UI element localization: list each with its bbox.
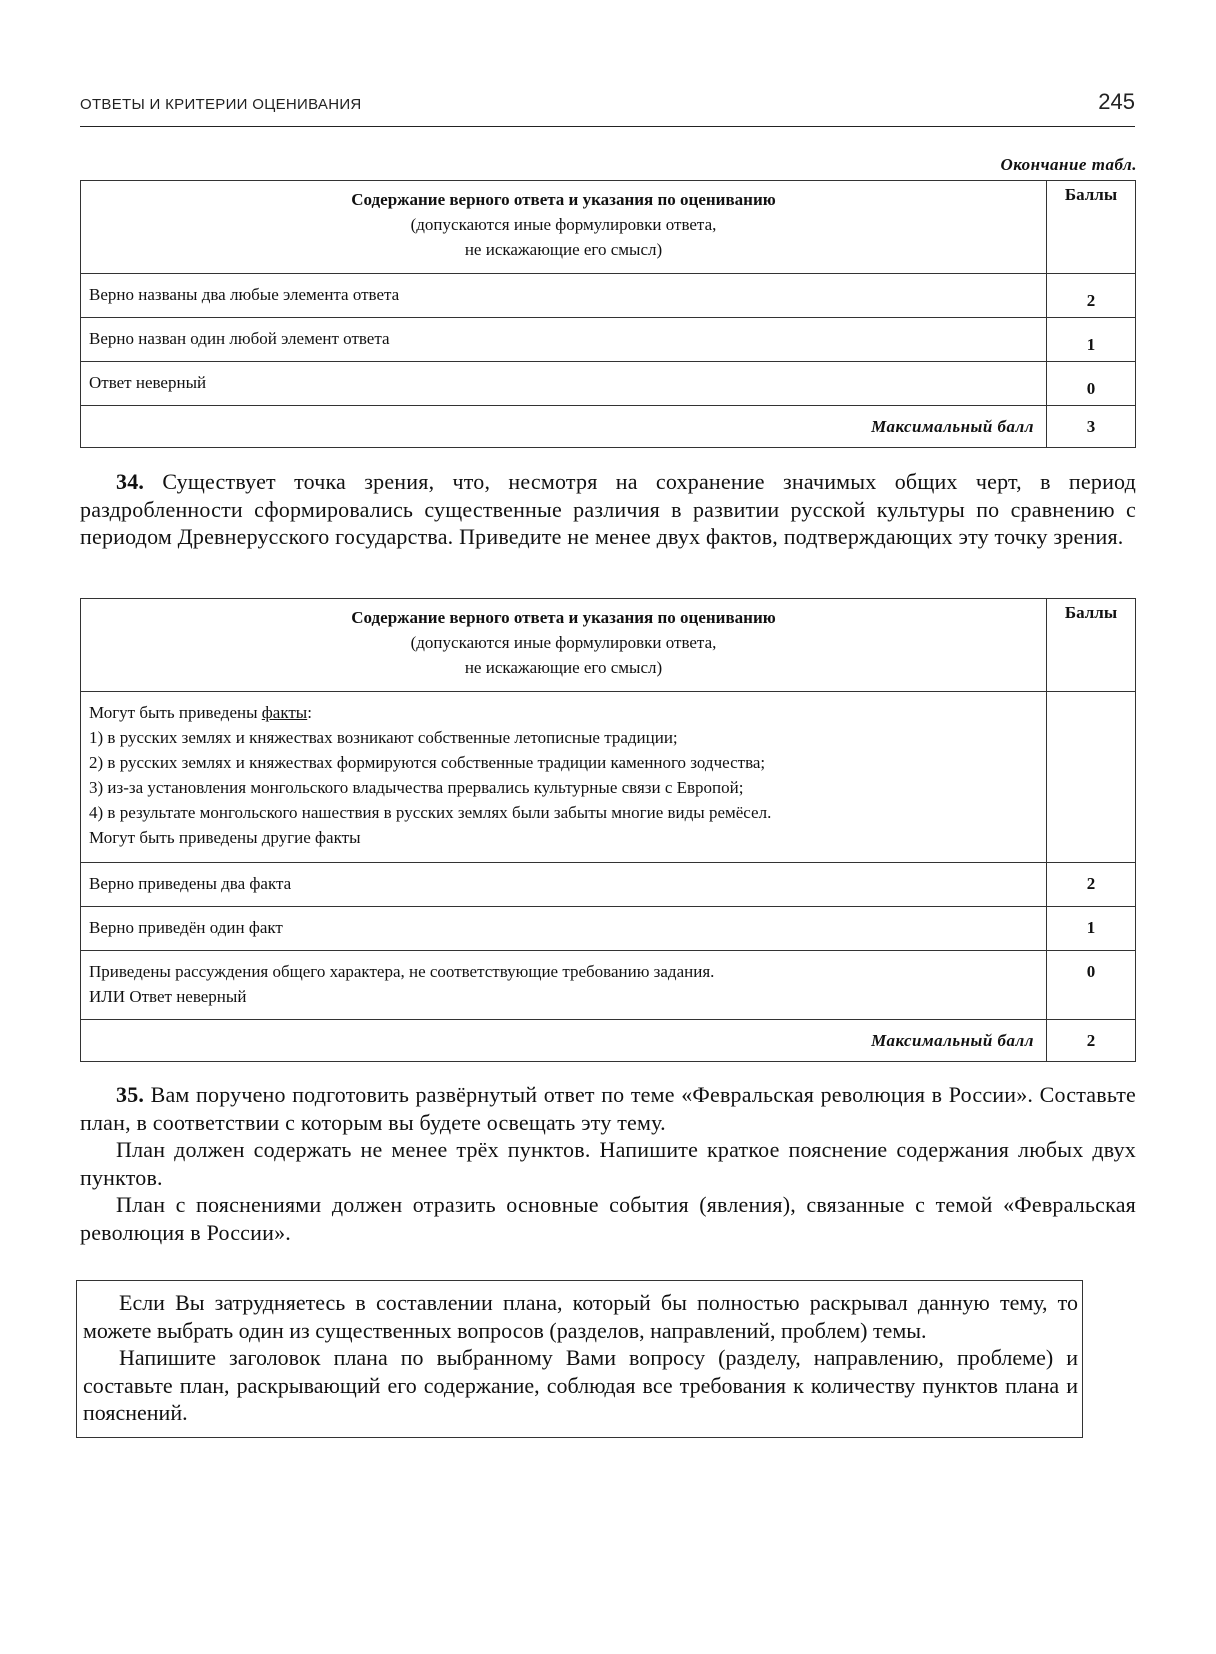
table-row [81,274,1136,318]
grading-table-1 [80,180,1136,448]
header-line: Содержание верного ответа и указания по оцениванию [351,190,776,209]
table-row [81,951,1136,1020]
facts-outro: Могут быть приведены другие факты [89,828,361,847]
header-line: Содержание верного ответа и указания по оцениванию [351,608,776,627]
table-header-row [81,181,1136,274]
task-35-paragraph: План должен содержать не менее трёх пунктов. Напишите краткое пояснение содержания любых двух пунктов. [80,1137,1136,1190]
criterion-score-empty [1047,692,1136,863]
table-row [81,692,1136,863]
criterion-text: Ответ неверный [81,362,1047,406]
page-number: 245 [1098,89,1135,114]
task-35-text: Вам поручено подготовить развёрнутый ответ по теме «Февральская революция в России». Составьте план, в соответствии с которым вы будете освещать эту тему. [80,1082,1137,1135]
header-line: не искажающие его смысл) [464,240,663,259]
task-35-paragraph [80,1081,1136,1136]
task-number: 34. [116,469,145,494]
content-column-header [81,181,1047,274]
task-34-text: Существует точка зрения, что, несмотря на сохранение значимых общих черт, в период раздробленности сформировались существенные различия в развитии русской культуры по сравнению с периодом Древнерусского государства. Приведите не менее двух фактов, подтверждающих эту точку зрения. [80,469,1136,549]
header-line: не искажающие его смысл) [464,658,663,677]
hint-box [76,1280,1083,1438]
table-header-row [81,599,1136,692]
max-score-label: Максимальный балл [81,406,1047,448]
task-number: 35. [116,1082,145,1107]
max-score-value: 3 [1047,406,1136,448]
points-column-header: Баллы [1047,599,1136,692]
criterion-text-line: ИЛИ Ответ неверный [89,987,247,1006]
table-row [81,318,1136,362]
task-35 [80,1081,1136,1246]
criterion-text: Верно приведены два факта [81,863,1047,907]
header-line: (допускаются иные формулировки ответа, [410,633,717,652]
criterion-score: 1 [1047,318,1136,362]
max-score-row [81,406,1136,448]
fact-item: 3) из-за установления монгольского владычества прервались культурные связи с Европой; [89,778,744,797]
table-caption: Окончание табл. [1000,155,1137,174]
task-34-paragraph [80,468,1136,551]
criterion-score: 1 [1047,907,1136,951]
max-score-row [81,1020,1136,1062]
max-score-label: Максимальный балл [81,1020,1047,1062]
table-row [81,362,1136,406]
criterion-text: Верно названы два любые элемента ответа [81,274,1047,318]
header-line: (допускаются иные формулировки ответа, [410,215,717,234]
fact-item: 2) в русских землях и княжествах формируются собственные традиции каменного зодчества; [89,753,766,772]
criterion-text-line: Приведены рассуждения общего характера, не соответствующие требованию задания. [89,962,715,981]
task-35-paragraph: План с пояснениями должен отразить основные события (явления), связанные с темой «Февральская революция в России». [80,1192,1136,1245]
facts-keyword: факты [261,703,308,722]
answer-content [81,692,1047,863]
grading-table-2 [80,598,1136,1062]
table-row [81,863,1136,907]
table-row [81,907,1136,951]
points-column-header: Баллы [1047,181,1136,274]
criterion-text: Верно приведён один факт [81,907,1047,951]
task-34 [80,468,1136,551]
facts-intro [89,700,1038,725]
fact-item: 4) в результате монгольского нашествия в русских землях были забыты многие виды ремёсел. [89,803,772,822]
facts-intro-text: Могут быть приведены [89,703,262,722]
hint-paragraph: Напишите заголовок плана по выбранному Вами вопросу (разделу, направлению, проблеме) и составьте план, раскрывающий его содержание, соблюдая все требования к количеству пунктов плана и пояснений. [83,1345,1078,1425]
running-head [80,89,1135,127]
fact-item: 1) в русских землях и княжествах возникают собственные летописные традиции; [89,728,678,747]
criterion-text: Верно назван один любой элемент ответа [81,318,1047,362]
criterion-score: 0 [1047,951,1136,1020]
criterion-text [81,951,1047,1020]
criterion-score: 2 [1047,863,1136,907]
max-score-value: 2 [1047,1020,1136,1062]
criterion-score: 0 [1047,362,1136,406]
criterion-score: 2 [1047,274,1136,318]
hint-paragraph: Если Вы затрудняетесь в составлении плана, который бы полностью раскрывал данную тему, то можете выбрать один из существенных вопросов (разделов, направлений, проблем) темы. [83,1290,1078,1343]
facts-intro-colon: : [307,703,312,722]
content-column-header [81,599,1047,692]
running-title: ОТВЕТЫ И КРИТЕРИИ ОЦЕНИВАНИЯ [80,96,362,113]
